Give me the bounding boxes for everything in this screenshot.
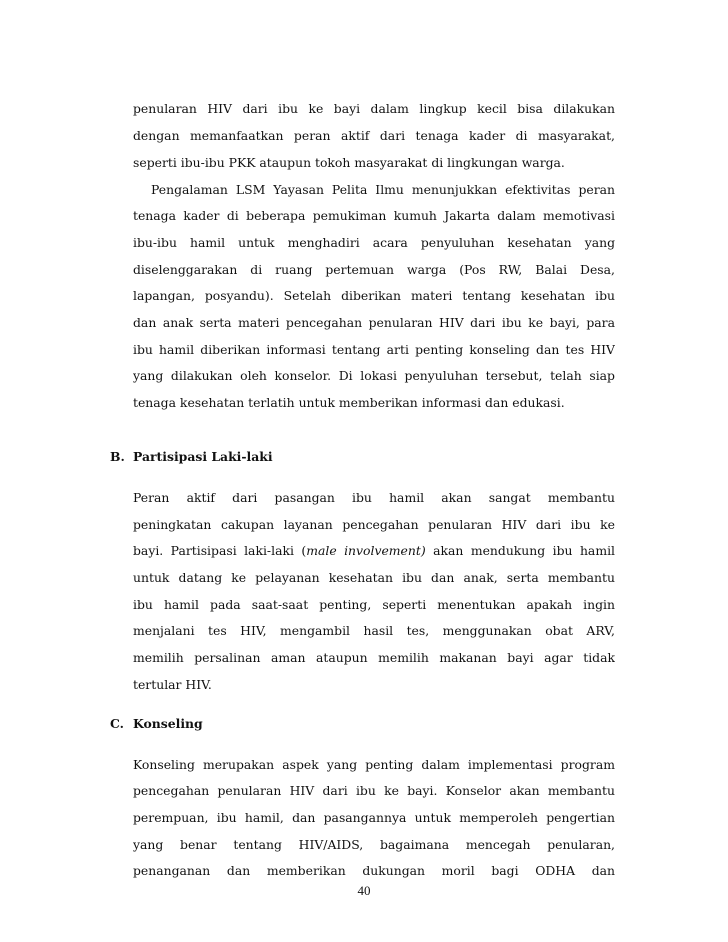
- paragraph-line: penularan HIV dari ibu ke bayi dalam lingkup kecil bisa dilakukan: [133, 101, 615, 116]
- paragraph-line: tenaga kesehatan terlatih untuk memberikan informasi dan edukasi.: [133, 395, 565, 410]
- paragraph-line: peningkatan cakupan layanan pencegahan penularan HIV dari ibu ke: [133, 517, 615, 532]
- paragraph-line: Peran aktif dari pasangan ibu hamil akan sangat membantu: [133, 490, 615, 505]
- paragraph-line: menjalani tes HIV, mengambil hasil tes, menggunakan obat ARV,: [133, 623, 615, 638]
- italic-term: male involvement): [306, 543, 426, 558]
- paragraph-line: seperti ibu-ibu PKK ataupun tokoh masyarakat di lingkungan warga.: [133, 155, 565, 170]
- paragraph-line: untuk datang ke pelayanan kesehatan ibu dan anak, serta membantu: [133, 570, 615, 585]
- paragraph-line: Konseling merupakan aspek yang penting dalam implementasi program: [133, 757, 615, 772]
- paragraph-line: perempuan, ibu hamil, dan pasangannya untuk memperoleh pengertian: [133, 810, 615, 825]
- paragraph-line: Pengalaman LSM Yayasan Pelita Ilmu menunjukkan efektivitas peran: [151, 182, 615, 197]
- paragraph-line: yang dilakukan oleh konselor. Di lokasi penyuluhan tersebut, telah siap: [133, 368, 615, 383]
- paragraph-line: tenaga kader di beberapa pemukiman kumuh Jakarta dalam memotivasi: [133, 208, 615, 223]
- paragraph-line: diselenggarakan di ruang pertemuan warga (Pos RW, Balai Desa,: [133, 262, 615, 277]
- text-run: akan mendukung ibu hamil: [425, 543, 615, 558]
- paragraph-line: dengan memanfaatkan peran aktif dari tenaga kader di masyarakat,: [133, 128, 615, 143]
- section-heading-b: [110, 447, 273, 467]
- paragraph-line: penanganan dan memberikan dukungan moril bagi ODHA dan: [133, 863, 615, 878]
- paragraph-line: yang benar tentang HIV/AIDS, bagaimana mencegah penularan,: [133, 837, 615, 852]
- paragraph-line: [133, 541, 615, 561]
- page-number: 40: [357, 883, 371, 898]
- text-run: bayi. Partisipasi laki-laki (: [133, 543, 307, 558]
- section-heading-c: [110, 714, 203, 734]
- paragraph-line: ibu hamil pada saat-saat penting, seperti menentukan apakah ingin: [133, 597, 615, 612]
- paragraph-line: pencegahan penularan HIV dari ibu ke bayi. Konselor akan membantu: [133, 783, 615, 798]
- paragraph-line: ibu-ibu hamil untuk menghadiri acara penyuluhan kesehatan yang: [133, 235, 615, 250]
- paragraph-line: tertular HIV.: [133, 677, 212, 692]
- section-letter: C.: [110, 716, 124, 731]
- section-title: Konseling: [133, 716, 203, 731]
- paragraph-line: memilih persalinan aman ataupun memilih makanan bayi agar tidak: [133, 650, 615, 665]
- paragraph-line: ibu hamil diberikan informasi tentang arti penting konseling dan tes HIV: [133, 342, 615, 357]
- section-title: Partisipasi Laki-laki: [133, 449, 273, 464]
- section-letter: B.: [110, 449, 125, 464]
- paragraph-line: dan anak serta materi pencegahan penularan HIV dari ibu ke bayi, para: [133, 315, 615, 330]
- paragraph-line: lapangan, posyandu). Setelah diberikan materi tentang kesehatan ibu: [133, 288, 615, 303]
